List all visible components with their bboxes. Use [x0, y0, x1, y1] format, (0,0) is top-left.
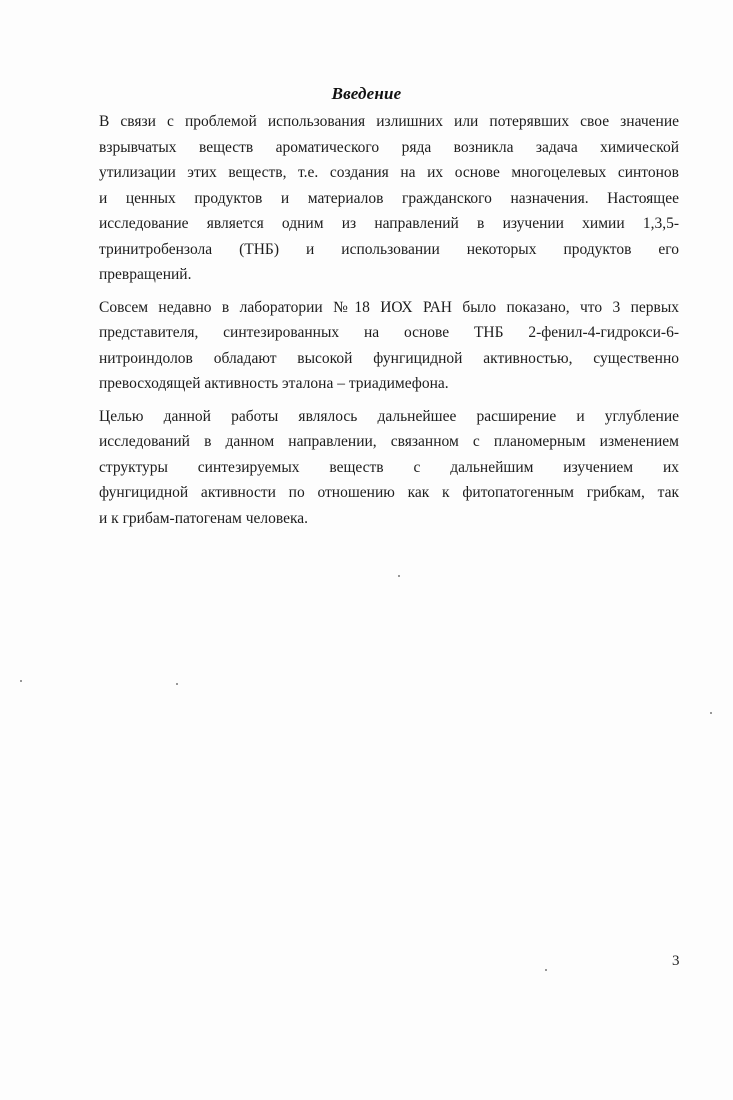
scan-speck — [20, 680, 22, 682]
text-line: представителя, синтезированных на основе ТНБ 2-фенил-4-гидрокси-6- — [99, 324, 679, 341]
text-line: фунгицидной активности по отношению как к фитопатогенным грибкам, так — [99, 484, 679, 501]
scan-speck — [710, 712, 712, 714]
body-text — [99, 109, 679, 538]
text-line: тринитробензола (ТНБ) и использовании некоторых продуктов его — [99, 240, 679, 258]
text-line: утилизации этих веществ, т.е. создания на их основе многоцелевых синтонов — [99, 164, 679, 181]
text-line: исследование является одним из направлений в изучении химии 1,3,5- — [99, 215, 679, 232]
text-line: и к грибам-патогенам человека. — [99, 509, 309, 527]
text-line: Совсем недавно в лаборатории №18 ИОХ РАН было показано, что 3 первых — [99, 298, 679, 316]
text-line: структуры синтезируемых веществ с дальнейшим изучением их — [99, 458, 679, 476]
page-number: 3 — [672, 953, 680, 969]
section-title: Введение — [331, 84, 402, 103]
scan-speck — [398, 575, 400, 577]
paragraph-3 — [99, 404, 679, 532]
text-line: взрывчатых веществ ароматического ряда возникла задача химической — [99, 138, 679, 156]
paragraph-2 — [99, 295, 679, 397]
text-line: исследований в данном направлении, связанном с планомерным изменением — [99, 433, 679, 450]
text-line: Целью данной работы являлось дальнейшее расширение и углубление — [99, 407, 679, 425]
scan-speck — [176, 683, 178, 685]
text-line: В связи с проблемой использования излишних или потерявших свое значение — [99, 113, 679, 130]
paragraph-1 — [99, 109, 679, 288]
text-line: превращений. — [99, 266, 192, 283]
text-line: нитроиндолов обладают высокой фунгицидной активностью, существенно — [99, 349, 679, 367]
text-line: и ценных продуктов и материалов гражданского назначения. Настоящее — [99, 189, 679, 207]
text-line: превосходящей активность эталона – триадимефона. — [99, 375, 449, 392]
scan-speck — [545, 969, 547, 971]
